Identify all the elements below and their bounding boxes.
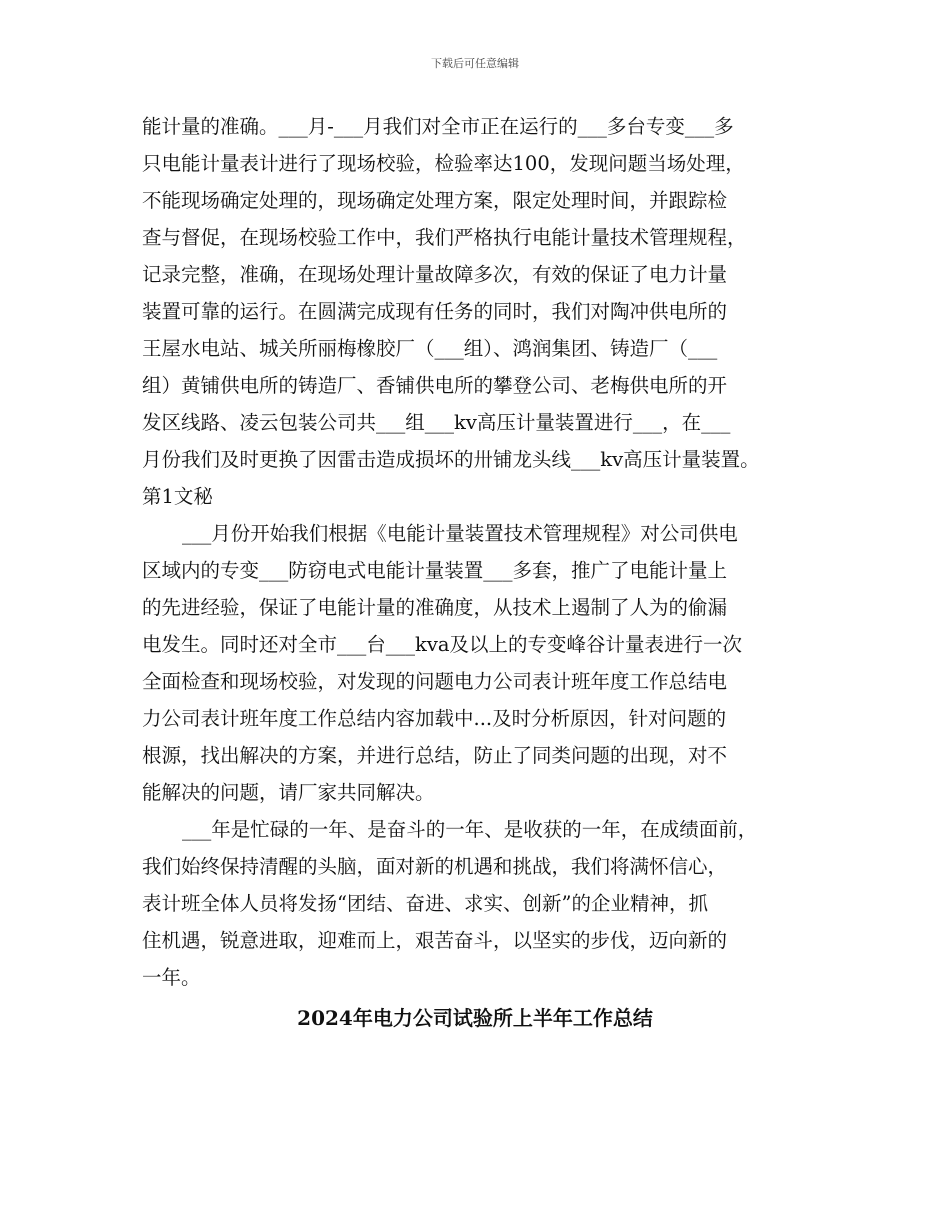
- text-line: 力公司表计班年度工作总结内容加载中...及时分析原因，针对问题的: [142, 707, 727, 730]
- text-line: 记录完整，准确，在现场处理计量故障多次，有效的保证了电力计量: [142, 263, 728, 286]
- text-line: 根源，找出解决的方案，并进行总结，防止了同类问题的出现，对不: [142, 744, 728, 767]
- text-line: 查与督促，在现场校验工作中，我们严格执行电能计量技术管理规程，: [142, 226, 747, 249]
- text-line: 月份我们及时更换了因雷击造成损坏的卅铺龙头线___kv高压计量装置。: [142, 448, 760, 471]
- text-line: 的先进经验，保证了电能计量的准确度，从技术上遏制了人为的偷漏: [142, 596, 728, 619]
- text-line: ___年是忙碌的一年、是奋斗的一年、是收获的一年，在成绩面前，: [182, 818, 758, 841]
- text-line: 王屋水电站、城关所丽梅橡胶厂（___组）、鸿润集团、铸造厂（___: [142, 337, 718, 360]
- text-line: ___月份开始我们根据《电能计量装置技术管理规程》对公司供电: [182, 522, 738, 545]
- text-line: 只电能计量表计进行了现场校验，检验率达100，发现问题当场处理，: [142, 152, 745, 175]
- section-title: 2024年电力公司试验所上半年工作总结: [297, 1006, 653, 1030]
- text-line: 能解决的问题，请厂家共同解决。: [142, 781, 435, 804]
- text-line: 装置可靠的运行。在圆满完成现有任务的同时，我们对陶冲供电所的: [142, 300, 728, 323]
- paragraph: [142, 515, 822, 811]
- paragraph: [142, 108, 822, 515]
- text-line: 住机遇，锐意进取，迎难而上，艰苦奋斗，以坚实的步伐，迈向新的: [142, 929, 728, 952]
- document-body: [142, 108, 822, 996]
- paragraph: [142, 811, 822, 996]
- text-line: 电发生。同时还对全市___台___kva及以上的专变峰谷计量表进行一次: [142, 633, 742, 656]
- text-line: 区域内的专变___防窃电式电能计量装置___多套，推广了电能计量上: [142, 559, 728, 582]
- text-line: 组）黄铺供电所的铸造厂、香铺供电所的攀登公司、老梅供电所的开: [142, 374, 728, 397]
- text-line: 我们始终保持清醒的头脑，面对新的机遇和挑战，我们将满怀信心，: [142, 855, 728, 878]
- text-line: 表计班全体人员将发扬“团结、奋进、求实、创新”的企业精神，抓: [142, 892, 708, 915]
- text-line: 一年。: [142, 966, 201, 989]
- text-line: 能计量的准确。___月-___月我们对全市正在运行的___多台专变___多: [142, 115, 734, 138]
- text-line: 全面检查和现场校验，对发现的问题电力公司表计班年度工作总结电: [142, 670, 728, 693]
- header-note: 下载后可任意编辑: [431, 57, 519, 70]
- text-line: 发区线路、凌云包装公司共___组___kv高压计量装置进行___，在___: [142, 411, 731, 434]
- text-line: 不能现场确定处理的，现场确定处理方案，限定处理时间，并跟踪检: [142, 189, 728, 212]
- text-line: 第1文秘: [142, 485, 213, 508]
